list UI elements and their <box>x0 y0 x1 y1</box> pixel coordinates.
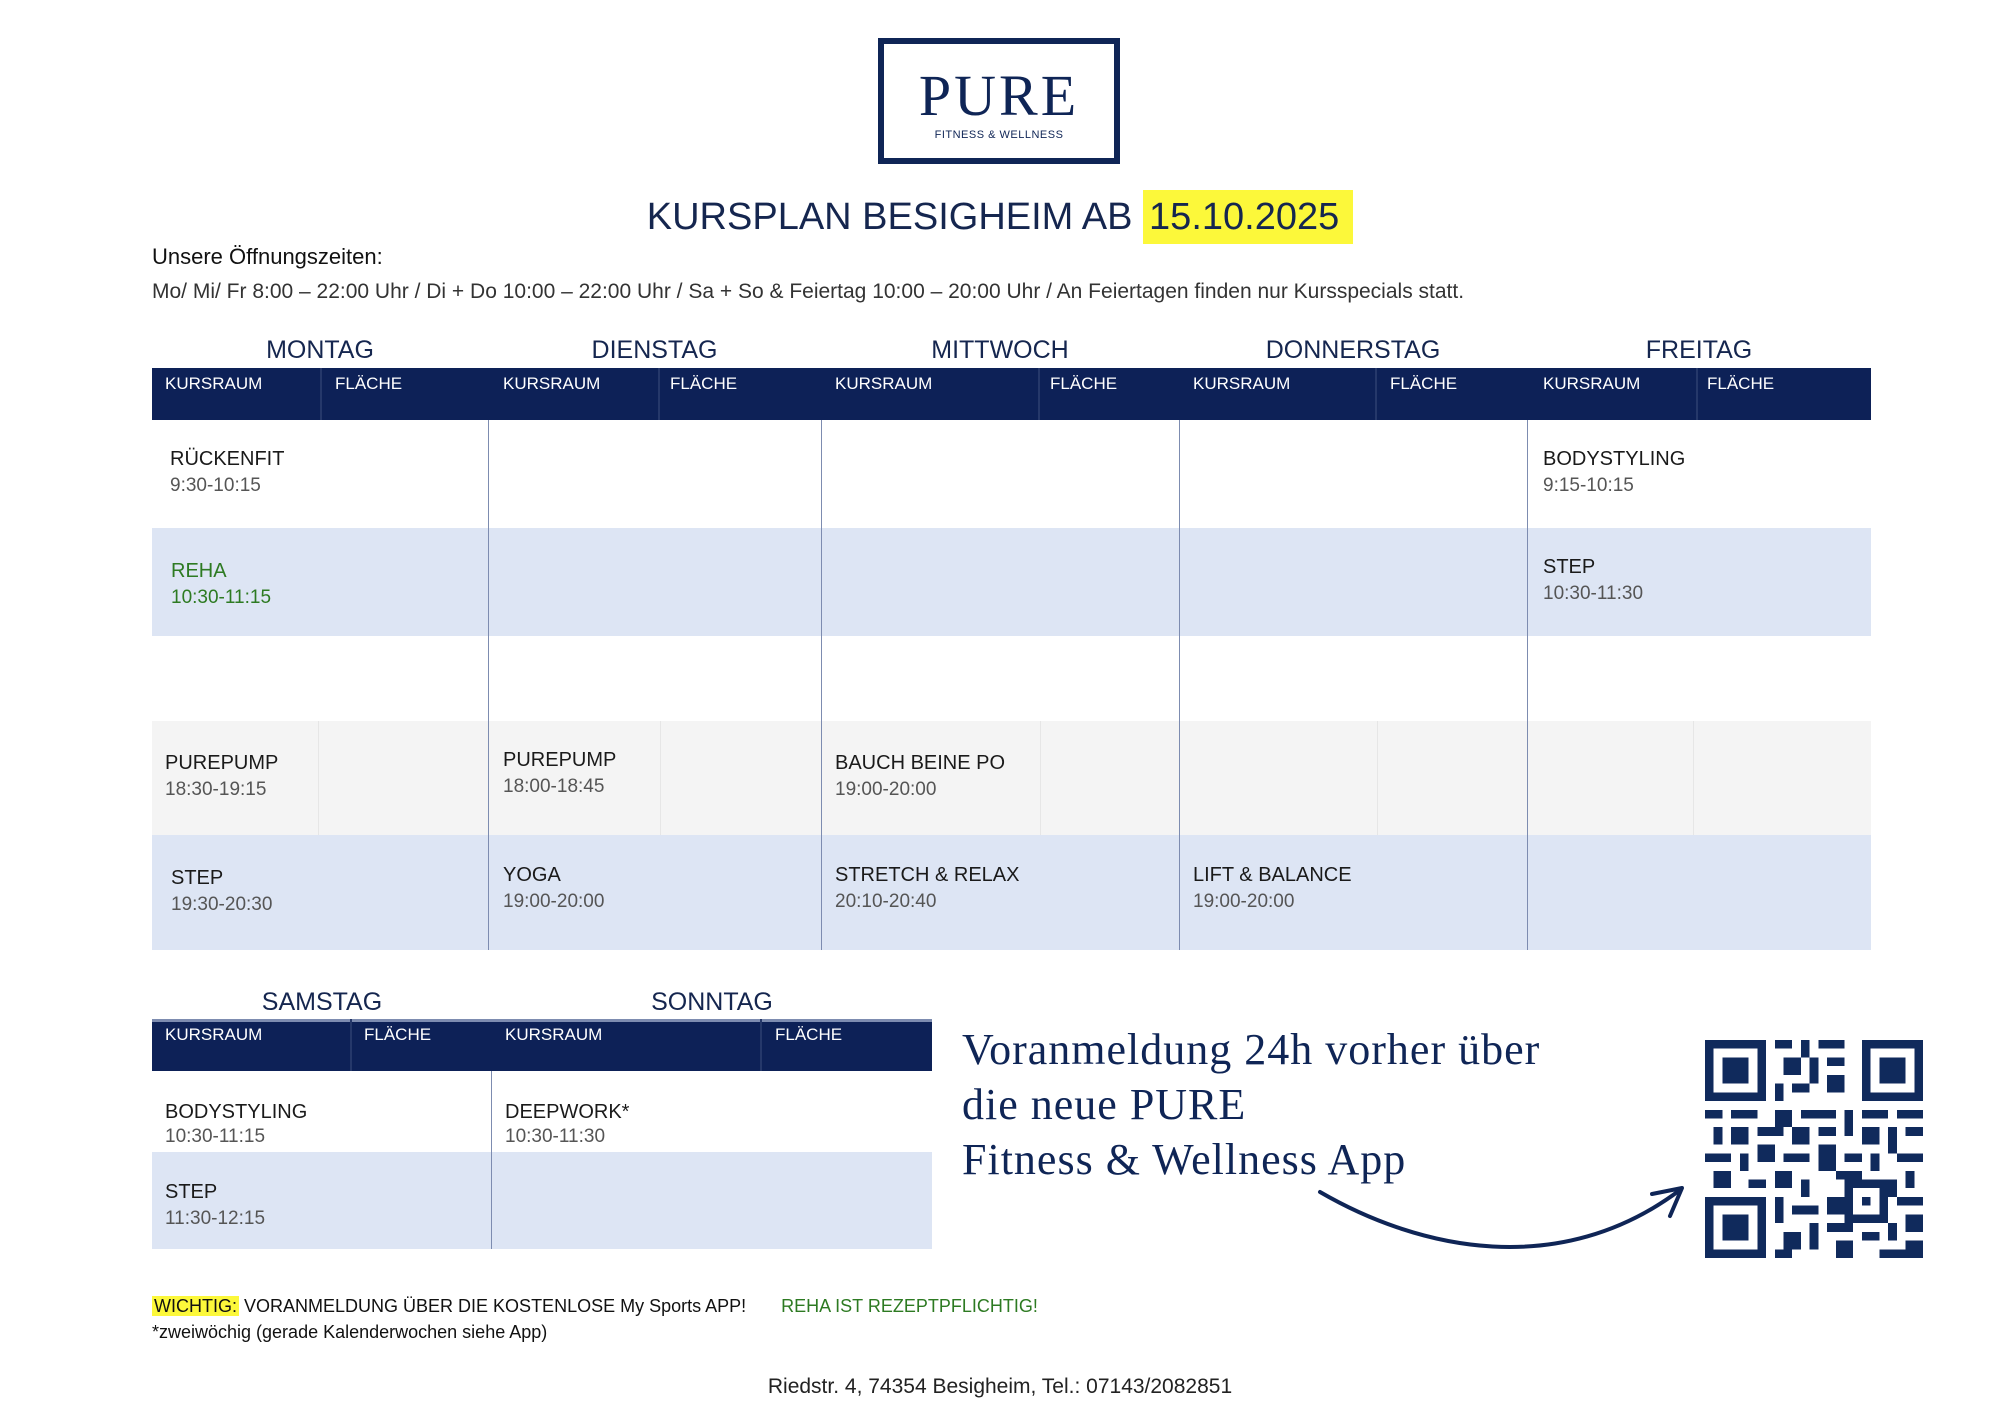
column-label-area: FLÄCHE <box>670 374 738 393</box>
course-name: STEP <box>171 867 224 889</box>
arrow-icon <box>1300 1170 1700 1270</box>
column-label-room: KURSRAUM <box>165 374 263 393</box>
biweekly-note: *zweiwöchig (gerade Kalenderwochen siehe App) <box>152 1322 548 1342</box>
app-promo-line: Fitness & Wellness App <box>962 1135 1407 1184</box>
app-promo-text <box>962 1022 1540 1187</box>
day-header-monday: MONTAG <box>266 336 374 364</box>
logo-subtitle: FITNESS & WELLNESS <box>934 129 1064 141</box>
address-footer: Riedstr. 4, 74354 Besigheim, Tel.: 07143/2082851 <box>767 1375 1233 1398</box>
sub-divider <box>1040 721 1041 835</box>
day-header-saturday: SAMSTAG <box>261 988 383 1016</box>
day-divider <box>821 420 822 950</box>
course-name: PUREPUMP <box>503 749 617 771</box>
band-divider <box>350 1019 352 1071</box>
course-entry <box>1543 556 1643 605</box>
sub-divider <box>318 721 319 835</box>
course-name: YOGA <box>503 864 561 886</box>
logo-word: PURE <box>918 63 1080 128</box>
column-label-area: FLÄCHE <box>364 1025 432 1044</box>
sub-divider <box>1377 721 1378 835</box>
column-label-area: FLÄCHE <box>1390 374 1458 393</box>
opening-hours-text: Mo/ Mi/ Fr 8:00 – 22:00 Uhr / Di + Do 10:00 – 22:00 Uhr / Sa + So & Feiertag 10:00 – 20:00 Uhr / An Feiertagen finden nur Kursspecials statt. <box>152 280 1465 303</box>
column-label-area: FLÄCHE <box>775 1025 843 1044</box>
course-name: PUREPUMP <box>165 752 279 774</box>
course-entry <box>505 1101 629 1148</box>
course-name: STEP <box>1543 556 1596 578</box>
column-label-area: FLÄCHE <box>1707 374 1775 393</box>
course-entry <box>165 1181 265 1230</box>
band-divider <box>1375 368 1377 420</box>
course-name: BODYSTYLING <box>1543 448 1686 470</box>
band-divider <box>1038 368 1040 420</box>
course-name: DEEPWORK* <box>505 1101 630 1123</box>
schedule-row <box>152 636 1871 721</box>
qr-code-icon[interactable] <box>1705 1040 1923 1258</box>
course-time: 10:30-11:30 <box>1543 583 1644 604</box>
schedule-row <box>152 1152 932 1249</box>
course-time: 19:00-20:00 <box>1193 891 1295 912</box>
course-entry <box>171 560 271 609</box>
logo <box>878 38 1120 164</box>
course-time: 10:30-11:30 <box>505 1126 606 1147</box>
course-entry <box>165 1101 307 1148</box>
course-entry <box>171 867 272 916</box>
course-time: 19:30-20:30 <box>171 894 273 915</box>
course-name: BAUCH BEINE PO <box>835 752 1006 774</box>
course-name: REHA <box>171 560 227 582</box>
app-promo-line: die neue PURE <box>962 1080 1247 1129</box>
day-header-wednesday: MITTWOCH <box>931 336 1069 364</box>
band-divider <box>760 1019 762 1071</box>
course-time: 19:00-20:00 <box>503 891 605 912</box>
column-label-room: KURSRAUM <box>1193 374 1291 393</box>
schedule-row <box>152 721 1871 835</box>
page-title <box>0 190 2000 244</box>
sub-divider <box>660 721 661 835</box>
course-time: 10:30-11:15 <box>171 587 272 608</box>
course-entry <box>835 752 1005 801</box>
course-name: BODYSTYLING <box>165 1101 308 1123</box>
course-name: LIFT & BALANCE <box>1193 864 1352 886</box>
column-label-area: FLÄCHE <box>1050 374 1118 393</box>
course-time: 18:00-18:45 <box>503 776 605 797</box>
important-note <box>152 1296 1038 1317</box>
title-date: 15.10.2025 <box>1143 190 1353 244</box>
important-label: WICHTIG: <box>154 1296 237 1316</box>
course-name: RÜCKENFIT <box>170 448 285 470</box>
column-label-room: KURSRAUM <box>835 374 933 393</box>
band-divider <box>658 368 660 420</box>
day-header-friday: FREITAG <box>1645 336 1753 364</box>
day-divider <box>1527 420 1528 950</box>
reha-note: REHA IST REZEPTPFLICHTIG! <box>781 1296 1038 1316</box>
course-name: STRETCH & RELAX <box>835 864 1020 886</box>
important-text: VORANMELDUNG ÜBER DIE KOSTENLOSE My Sports APP! <box>244 1296 747 1316</box>
column-label-area: FLÄCHE <box>335 374 403 393</box>
day-divider <box>488 420 489 950</box>
day-header-thursday: DONNERSTAG <box>1265 336 1441 364</box>
column-label-room: KURSRAUM <box>505 1025 603 1044</box>
column-label-room: KURSRAUM <box>165 1025 263 1044</box>
day-header-tuesday: DIENSTAG <box>591 336 718 364</box>
sub-divider <box>1693 721 1694 835</box>
course-time: 9:15-10:15 <box>1543 475 1634 496</box>
column-label-room: KURSRAUM <box>1543 374 1641 393</box>
course-entry <box>1543 448 1685 497</box>
course-time: 19:00-20:00 <box>835 779 937 800</box>
opening-hours-heading: Unsere Öffnungszeiten: <box>152 244 383 269</box>
column-label-room: KURSRAUM <box>503 374 601 393</box>
course-entry <box>503 864 604 913</box>
course-time: 20:10-20:40 <box>835 891 937 912</box>
day-divider <box>491 1071 492 1249</box>
course-time: 11:30-12:15 <box>165 1208 266 1229</box>
course-time: 9:30-10:15 <box>170 475 261 496</box>
course-entry <box>1193 864 1352 913</box>
course-name: STEP <box>165 1181 218 1203</box>
title-text: KURSPLAN BESIGHEIM AB <box>646 196 1133 238</box>
band-divider <box>1696 368 1698 420</box>
day-header-sunday: SONNTAG <box>651 988 773 1016</box>
course-entry <box>165 752 278 801</box>
app-promo-line: Voranmeldung 24h vorher über <box>962 1025 1541 1074</box>
course-time: 10:30-11:15 <box>165 1126 266 1147</box>
course-entry <box>503 749 616 798</box>
course-entry <box>835 864 1019 913</box>
band-divider <box>320 368 322 420</box>
course-time: 18:30-19:15 <box>165 779 267 800</box>
day-divider <box>1179 420 1180 950</box>
course-entry <box>170 448 284 497</box>
